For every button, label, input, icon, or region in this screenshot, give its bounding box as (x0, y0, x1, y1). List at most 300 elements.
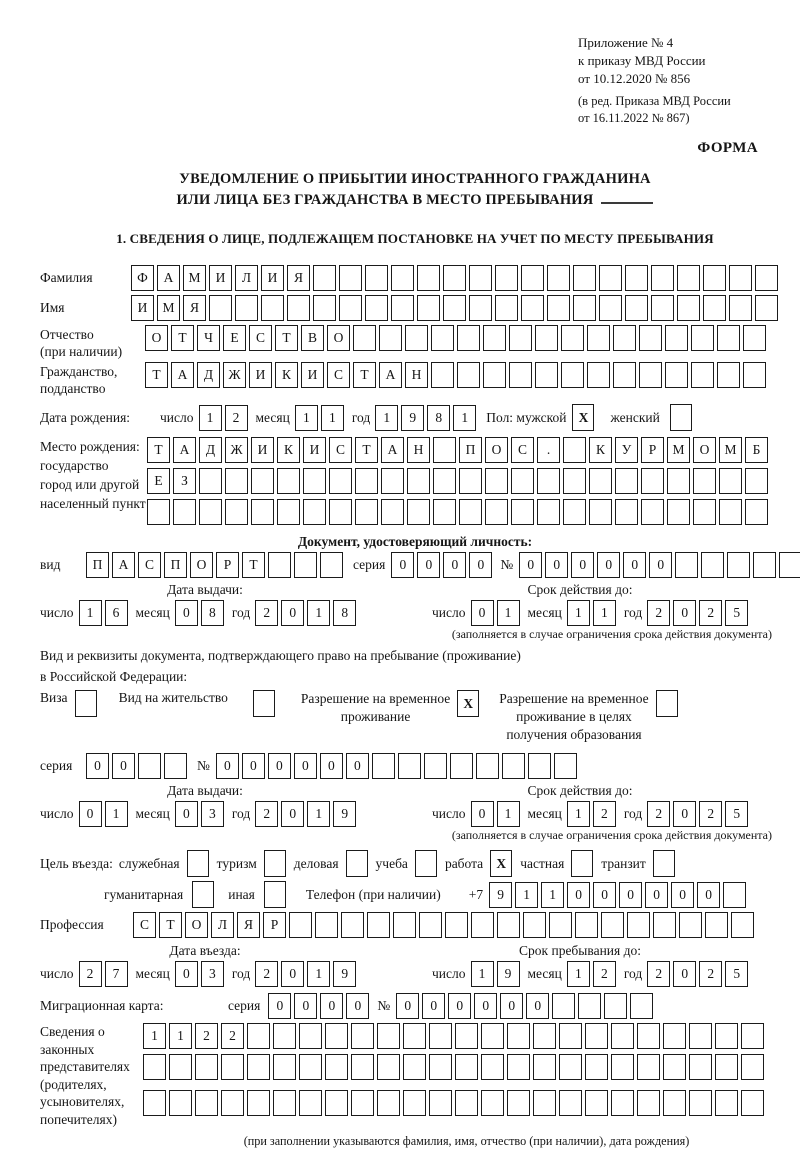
char-cell[interactable] (639, 362, 662, 388)
char-cell[interactable] (173, 499, 196, 525)
char-cell[interactable] (143, 1054, 166, 1080)
char-cell[interactable]: О (693, 437, 716, 463)
char-cell[interactable] (450, 753, 473, 779)
char-cell[interactable] (533, 1023, 556, 1049)
char-cell[interactable]: 0 (469, 552, 492, 578)
char-cell[interactable] (705, 912, 728, 938)
purpose-work-checkbox[interactable]: X (490, 850, 512, 877)
char-cell[interactable]: Т (242, 552, 265, 578)
char-cell[interactable] (339, 295, 362, 321)
purpose-private-checkbox[interactable] (571, 850, 593, 877)
char-cell[interactable]: 0 (422, 993, 445, 1019)
char-cell[interactable]: 0 (175, 961, 198, 987)
char-cell[interactable] (403, 1023, 426, 1049)
char-cell[interactable]: 0 (320, 753, 343, 779)
char-cell[interactable]: 0 (474, 993, 497, 1019)
char-cell[interactable] (325, 1054, 348, 1080)
char-cell[interactable] (261, 295, 284, 321)
char-cell[interactable] (663, 1090, 686, 1116)
char-cell[interactable] (561, 325, 584, 351)
char-cell[interactable] (273, 1023, 296, 1049)
char-cell[interactable]: В (301, 325, 324, 351)
char-cell[interactable]: 1 (541, 882, 564, 908)
char-cell[interactable]: 2 (593, 961, 616, 987)
char-cell[interactable] (273, 1090, 296, 1116)
char-cell[interactable] (703, 265, 726, 291)
char-cell[interactable] (221, 1090, 244, 1116)
char-cell[interactable] (523, 912, 546, 938)
char-cell[interactable]: Т (159, 912, 182, 938)
char-cell[interactable]: 0 (645, 882, 668, 908)
char-cell[interactable] (677, 295, 700, 321)
char-cell[interactable] (495, 295, 518, 321)
char-cell[interactable]: 5 (725, 600, 748, 626)
char-cell[interactable] (299, 1023, 322, 1049)
char-cell[interactable] (469, 265, 492, 291)
char-cell[interactable]: 1 (307, 600, 330, 626)
char-cell[interactable]: 0 (320, 993, 343, 1019)
char-cell[interactable] (601, 912, 624, 938)
char-cell[interactable]: 7 (105, 961, 128, 987)
char-cell[interactable]: Р (641, 437, 664, 463)
char-cell[interactable]: 2 (593, 801, 616, 827)
purpose-humanitarian-checkbox[interactable] (192, 881, 214, 908)
char-cell[interactable] (199, 468, 222, 494)
char-cell[interactable] (147, 499, 170, 525)
char-cell[interactable]: 0 (673, 801, 696, 827)
char-cell[interactable]: 2 (647, 961, 670, 987)
char-cell[interactable]: 0 (216, 753, 239, 779)
char-cell[interactable] (559, 1090, 582, 1116)
char-cell[interactable] (431, 325, 454, 351)
char-cell[interactable] (509, 325, 532, 351)
char-cell[interactable] (547, 265, 570, 291)
char-cell[interactable]: Д (197, 362, 220, 388)
sex-male-checkbox[interactable]: X (572, 404, 594, 431)
char-cell[interactable] (329, 499, 352, 525)
char-cell[interactable]: Ф (131, 265, 154, 291)
char-cell[interactable] (303, 499, 326, 525)
char-cell[interactable]: Б (745, 437, 768, 463)
char-cell[interactable] (729, 295, 752, 321)
char-cell[interactable] (589, 499, 612, 525)
char-cell[interactable] (507, 1023, 530, 1049)
temp-residence-education-checkbox[interactable] (656, 690, 678, 717)
char-cell[interactable]: 0 (471, 801, 494, 827)
char-cell[interactable]: 0 (697, 882, 720, 908)
char-cell[interactable]: 1 (593, 600, 616, 626)
char-cell[interactable]: 3 (201, 961, 224, 987)
char-cell[interactable] (717, 325, 740, 351)
char-cell[interactable]: 9 (489, 882, 512, 908)
char-cell[interactable]: А (171, 362, 194, 388)
char-cell[interactable] (667, 468, 690, 494)
char-cell[interactable] (199, 499, 222, 525)
purpose-study-checkbox[interactable] (415, 850, 437, 877)
char-cell[interactable]: И (249, 362, 272, 388)
char-cell[interactable] (559, 1023, 582, 1049)
char-cell[interactable] (563, 499, 586, 525)
char-cell[interactable]: У (615, 437, 638, 463)
char-cell[interactable] (459, 468, 482, 494)
char-cell[interactable] (528, 753, 551, 779)
char-cell[interactable] (443, 295, 466, 321)
char-cell[interactable]: 0 (500, 993, 523, 1019)
char-cell[interactable] (277, 468, 300, 494)
char-cell[interactable] (471, 912, 494, 938)
char-cell[interactable]: 0 (281, 801, 304, 827)
char-cell[interactable]: 0 (417, 552, 440, 578)
char-cell[interactable] (535, 362, 558, 388)
purpose-tourism-checkbox[interactable] (264, 850, 286, 877)
char-cell[interactable]: Ж (225, 437, 248, 463)
char-cell[interactable] (715, 1054, 738, 1080)
char-cell[interactable] (315, 912, 338, 938)
char-cell[interactable] (393, 912, 416, 938)
char-cell[interactable] (247, 1023, 270, 1049)
char-cell[interactable]: П (86, 552, 109, 578)
char-cell[interactable]: А (381, 437, 404, 463)
char-cell[interactable]: 1 (453, 405, 476, 431)
char-cell[interactable]: Ч (197, 325, 220, 351)
char-cell[interactable]: 0 (448, 993, 471, 1019)
char-cell[interactable]: Я (183, 295, 206, 321)
char-cell[interactable] (377, 1090, 400, 1116)
char-cell[interactable] (405, 325, 428, 351)
char-cell[interactable]: 0 (294, 753, 317, 779)
char-cell[interactable] (693, 499, 716, 525)
char-cell[interactable]: А (379, 362, 402, 388)
char-cell[interactable] (585, 1054, 608, 1080)
char-cell[interactable] (247, 1090, 270, 1116)
char-cell[interactable] (741, 1023, 764, 1049)
char-cell[interactable] (533, 1090, 556, 1116)
char-cell[interactable] (604, 993, 627, 1019)
char-cell[interactable] (667, 499, 690, 525)
char-cell[interactable] (377, 1054, 400, 1080)
char-cell[interactable] (641, 499, 664, 525)
char-cell[interactable]: Т (145, 362, 168, 388)
char-cell[interactable]: 0 (671, 882, 694, 908)
char-cell[interactable] (679, 912, 702, 938)
char-cell[interactable] (381, 499, 404, 525)
char-cell[interactable]: 2 (255, 801, 278, 827)
char-cell[interactable] (719, 468, 742, 494)
char-cell[interactable]: 1 (295, 405, 318, 431)
char-cell[interactable] (379, 325, 402, 351)
char-cell[interactable]: С (511, 437, 534, 463)
char-cell[interactable] (651, 295, 674, 321)
char-cell[interactable]: З (173, 468, 196, 494)
char-cell[interactable]: 0 (86, 753, 109, 779)
char-cell[interactable]: 0 (175, 801, 198, 827)
char-cell[interactable] (143, 1090, 166, 1116)
char-cell[interactable]: 0 (346, 993, 369, 1019)
char-cell[interactable]: 0 (619, 882, 642, 908)
char-cell[interactable]: 1 (515, 882, 538, 908)
char-cell[interactable]: 1 (169, 1023, 192, 1049)
char-cell[interactable] (563, 437, 586, 463)
char-cell[interactable]: Т (147, 437, 170, 463)
char-cell[interactable] (755, 295, 778, 321)
char-cell[interactable] (537, 468, 560, 494)
char-cell[interactable] (743, 362, 766, 388)
char-cell[interactable]: 1 (307, 801, 330, 827)
char-cell[interactable] (367, 912, 390, 938)
char-cell[interactable]: 1 (79, 600, 102, 626)
char-cell[interactable]: 0 (673, 600, 696, 626)
char-cell[interactable] (417, 265, 440, 291)
char-cell[interactable] (663, 1054, 686, 1080)
char-cell[interactable]: 1 (567, 961, 590, 987)
char-cell[interactable] (251, 499, 274, 525)
char-cell[interactable] (675, 552, 698, 578)
char-cell[interactable] (779, 552, 800, 578)
char-cell[interactable] (637, 1023, 660, 1049)
char-cell[interactable]: 1 (143, 1023, 166, 1049)
char-cell[interactable] (637, 1090, 660, 1116)
char-cell[interactable]: К (275, 362, 298, 388)
char-cell[interactable] (419, 912, 442, 938)
char-cell[interactable]: 3 (201, 801, 224, 827)
char-cell[interactable]: 5 (725, 961, 748, 987)
char-cell[interactable] (627, 912, 650, 938)
char-cell[interactable] (677, 265, 700, 291)
char-cell[interactable]: Н (405, 362, 428, 388)
char-cell[interactable]: М (183, 265, 206, 291)
char-cell[interactable] (693, 468, 716, 494)
char-cell[interactable]: 0 (396, 993, 419, 1019)
char-cell[interactable] (511, 468, 534, 494)
char-cell[interactable] (729, 265, 752, 291)
char-cell[interactable]: О (485, 437, 508, 463)
char-cell[interactable] (575, 912, 598, 938)
char-cell[interactable] (741, 1054, 764, 1080)
char-cell[interactable] (715, 1023, 738, 1049)
char-cell[interactable]: 6 (105, 600, 128, 626)
char-cell[interactable]: 2 (79, 961, 102, 987)
char-cell[interactable] (431, 362, 454, 388)
purpose-transit-checkbox[interactable] (653, 850, 675, 877)
char-cell[interactable] (651, 265, 674, 291)
char-cell[interactable] (625, 295, 648, 321)
char-cell[interactable]: Д (199, 437, 222, 463)
char-cell[interactable] (561, 362, 584, 388)
char-cell[interactable] (195, 1090, 218, 1116)
char-cell[interactable] (573, 265, 596, 291)
char-cell[interactable]: Л (235, 265, 258, 291)
char-cell[interactable] (753, 552, 776, 578)
char-cell[interactable] (169, 1090, 192, 1116)
char-cell[interactable] (424, 753, 447, 779)
char-cell[interactable]: Ж (223, 362, 246, 388)
char-cell[interactable] (251, 468, 274, 494)
char-cell[interactable] (325, 1090, 348, 1116)
char-cell[interactable] (457, 325, 480, 351)
char-cell[interactable] (703, 295, 726, 321)
char-cell[interactable] (313, 265, 336, 291)
char-cell[interactable]: П (459, 437, 482, 463)
char-cell[interactable] (587, 325, 610, 351)
char-cell[interactable]: 5 (725, 801, 748, 827)
char-cell[interactable] (320, 552, 343, 578)
char-cell[interactable] (745, 468, 768, 494)
char-cell[interactable] (653, 912, 676, 938)
char-cell[interactable] (287, 295, 310, 321)
char-cell[interactable]: 2 (699, 801, 722, 827)
char-cell[interactable]: 2 (225, 405, 248, 431)
char-cell[interactable]: 0 (597, 552, 620, 578)
char-cell[interactable] (381, 468, 404, 494)
char-cell[interactable] (429, 1054, 452, 1080)
char-cell[interactable]: И (261, 265, 284, 291)
char-cell[interactable]: 9 (497, 961, 520, 987)
char-cell[interactable] (169, 1054, 192, 1080)
char-cell[interactable]: 1 (497, 801, 520, 827)
char-cell[interactable] (630, 993, 653, 1019)
char-cell[interactable]: 1 (307, 961, 330, 987)
char-cell[interactable]: С (138, 552, 161, 578)
char-cell[interactable] (407, 468, 430, 494)
char-cell[interactable] (391, 295, 414, 321)
char-cell[interactable] (599, 265, 622, 291)
char-cell[interactable]: О (185, 912, 208, 938)
char-cell[interactable]: 0 (112, 753, 135, 779)
char-cell[interactable] (755, 265, 778, 291)
char-cell[interactable] (507, 1054, 530, 1080)
char-cell[interactable] (398, 753, 421, 779)
char-cell[interactable] (547, 295, 570, 321)
char-cell[interactable]: И (131, 295, 154, 321)
char-cell[interactable] (299, 1054, 322, 1080)
visa-checkbox[interactable] (75, 690, 97, 717)
char-cell[interactable] (341, 912, 364, 938)
char-cell[interactable] (715, 1090, 738, 1116)
char-cell[interactable] (355, 468, 378, 494)
char-cell[interactable]: 9 (401, 405, 424, 431)
char-cell[interactable] (391, 265, 414, 291)
char-cell[interactable] (289, 912, 312, 938)
purpose-official-checkbox[interactable] (187, 850, 209, 877)
char-cell[interactable]: И (303, 437, 326, 463)
char-cell[interactable] (351, 1023, 374, 1049)
char-cell[interactable] (325, 1023, 348, 1049)
char-cell[interactable] (549, 912, 572, 938)
char-cell[interactable] (138, 753, 161, 779)
char-cell[interactable]: 0 (268, 993, 291, 1019)
char-cell[interactable]: 0 (571, 552, 594, 578)
char-cell[interactable] (521, 295, 544, 321)
char-cell[interactable] (689, 1054, 712, 1080)
char-cell[interactable]: 0 (443, 552, 466, 578)
char-cell[interactable] (578, 993, 601, 1019)
char-cell[interactable] (268, 552, 291, 578)
char-cell[interactable] (611, 1023, 634, 1049)
char-cell[interactable] (365, 295, 388, 321)
char-cell[interactable] (164, 753, 187, 779)
char-cell[interactable]: Н (407, 437, 430, 463)
char-cell[interactable]: 0 (673, 961, 696, 987)
char-cell[interactable] (585, 1023, 608, 1049)
char-cell[interactable] (457, 362, 480, 388)
char-cell[interactable] (625, 265, 648, 291)
char-cell[interactable] (429, 1090, 452, 1116)
char-cell[interactable] (731, 912, 754, 938)
char-cell[interactable]: 0 (281, 961, 304, 987)
char-cell[interactable] (225, 468, 248, 494)
char-cell[interactable] (637, 1054, 660, 1080)
char-cell[interactable]: 1 (567, 801, 590, 827)
char-cell[interactable]: 0 (281, 600, 304, 626)
char-cell[interactable]: 1 (471, 961, 494, 987)
char-cell[interactable] (502, 753, 525, 779)
char-cell[interactable] (433, 468, 456, 494)
char-cell[interactable] (481, 1023, 504, 1049)
char-cell[interactable]: Р (216, 552, 239, 578)
char-cell[interactable]: С (249, 325, 272, 351)
char-cell[interactable]: 9 (333, 961, 356, 987)
char-cell[interactable] (469, 295, 492, 321)
char-cell[interactable]: 1 (375, 405, 398, 431)
char-cell[interactable] (587, 362, 610, 388)
char-cell[interactable]: 0 (79, 801, 102, 827)
char-cell[interactable]: М (719, 437, 742, 463)
char-cell[interactable] (554, 753, 577, 779)
char-cell[interactable] (535, 325, 558, 351)
char-cell[interactable] (511, 499, 534, 525)
char-cell[interactable] (611, 1090, 634, 1116)
char-cell[interactable] (339, 265, 362, 291)
char-cell[interactable]: 1 (321, 405, 344, 431)
char-cell[interactable] (313, 295, 336, 321)
char-cell[interactable] (585, 1090, 608, 1116)
char-cell[interactable] (407, 499, 430, 525)
char-cell[interactable] (717, 362, 740, 388)
char-cell[interactable] (509, 362, 532, 388)
char-cell[interactable] (537, 499, 560, 525)
char-cell[interactable]: Т (353, 362, 376, 388)
char-cell[interactable]: Р (263, 912, 286, 938)
char-cell[interactable]: 9 (333, 801, 356, 827)
char-cell[interactable]: 8 (201, 600, 224, 626)
char-cell[interactable]: 0 (268, 753, 291, 779)
char-cell[interactable] (741, 1090, 764, 1116)
residence-permit-checkbox[interactable] (253, 690, 275, 717)
char-cell[interactable] (377, 1023, 400, 1049)
char-cell[interactable] (639, 325, 662, 351)
char-cell[interactable] (403, 1090, 426, 1116)
char-cell[interactable] (247, 1054, 270, 1080)
char-cell[interactable] (417, 295, 440, 321)
char-cell[interactable]: Я (287, 265, 310, 291)
char-cell[interactable]: И (209, 265, 232, 291)
char-cell[interactable] (445, 912, 468, 938)
char-cell[interactable]: А (112, 552, 135, 578)
char-cell[interactable]: 1 (199, 405, 222, 431)
char-cell[interactable] (613, 325, 636, 351)
char-cell[interactable] (209, 295, 232, 321)
char-cell[interactable]: 0 (623, 552, 646, 578)
char-cell[interactable] (403, 1054, 426, 1080)
char-cell[interactable]: 0 (391, 552, 414, 578)
purpose-business-checkbox[interactable] (346, 850, 368, 877)
char-cell[interactable] (483, 362, 506, 388)
char-cell[interactable] (195, 1054, 218, 1080)
char-cell[interactable]: О (327, 325, 350, 351)
char-cell[interactable]: 2 (221, 1023, 244, 1049)
char-cell[interactable]: 0 (242, 753, 265, 779)
char-cell[interactable] (443, 265, 466, 291)
